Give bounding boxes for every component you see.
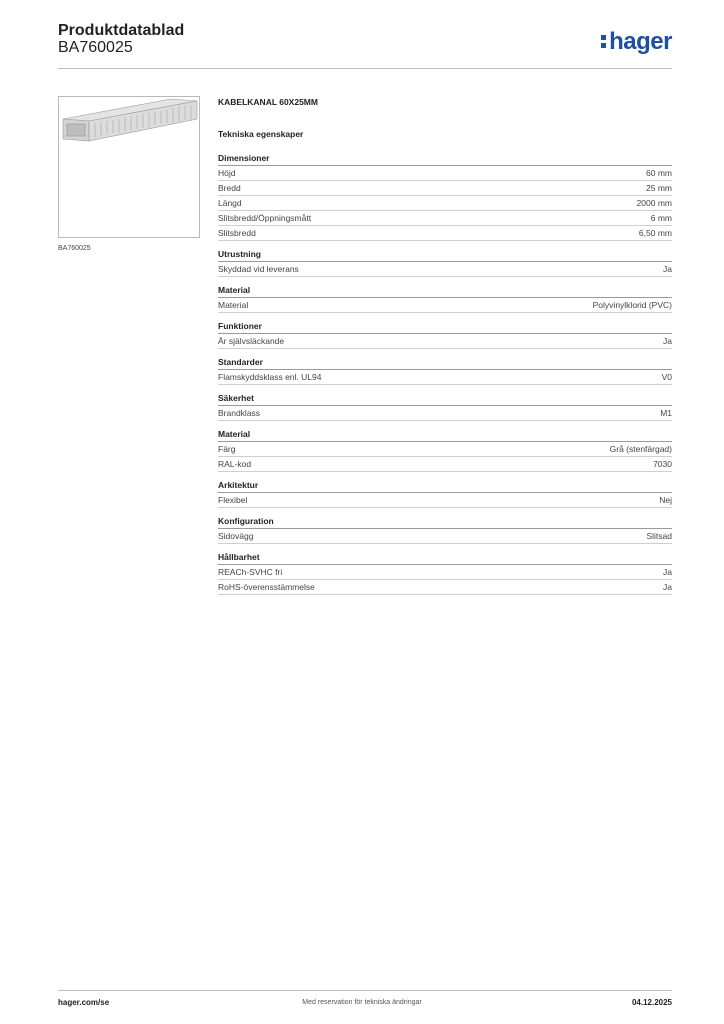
cable-duct-illustration <box>59 97 199 237</box>
spec-label: Flexibel <box>218 495 248 505</box>
spec-value: 60 mm <box>646 168 672 178</box>
product-name: KABELKANAL 60X25MM <box>218 97 318 107</box>
spec-label: Skyddad vid leverans <box>218 264 299 274</box>
spec-row <box>218 493 672 508</box>
footer-divider <box>58 990 672 991</box>
spec-label: Material <box>218 300 249 310</box>
spec-group-title: Konfiguration <box>218 515 672 529</box>
spec-row <box>218 406 672 421</box>
spec-value: V0 <box>661 372 672 382</box>
spec-section <box>218 96 672 602</box>
spec-row <box>218 442 672 457</box>
spec-label: Färg <box>218 444 236 454</box>
spec-group-title: Dimensioner <box>218 152 672 166</box>
spec-value: Ja <box>663 264 672 274</box>
header-divider <box>58 68 672 69</box>
spec-value: Grå (stenfärgad) <box>609 444 672 454</box>
spec-group-title: Material <box>218 428 672 442</box>
spec-row <box>218 565 672 580</box>
spec-label: Slitsbredd <box>218 228 256 238</box>
spec-row <box>218 370 672 385</box>
spec-value: Ja <box>663 567 672 577</box>
logo-text: hager <box>609 28 672 55</box>
spec-value: 2000 mm <box>636 198 672 208</box>
spec-label: Höjd <box>218 168 236 178</box>
spec-group-title: Standarder <box>218 356 672 370</box>
spec-value: 6,50 mm <box>638 228 672 238</box>
spec-value: Nej <box>659 495 672 505</box>
spec-label: Längd <box>218 198 242 208</box>
spec-row <box>218 580 672 595</box>
spec-row <box>218 529 672 544</box>
spec-group-title: Hållbarhet <box>218 551 672 565</box>
spec-value: Slitsad <box>646 531 672 541</box>
spec-group <box>218 551 672 595</box>
spec-groups <box>218 152 672 595</box>
spec-row <box>218 298 672 313</box>
spec-heading: Tekniska egenskaper <box>218 129 304 139</box>
spec-value: Ja <box>663 582 672 592</box>
spec-label: Slitsbredd/Öppningsmått <box>218 213 312 223</box>
spec-group-title: Material <box>218 284 672 298</box>
document-title: Produktdatablad <box>58 22 185 39</box>
spec-group <box>218 356 672 385</box>
spec-group-title: Utrustning <box>218 248 672 262</box>
spec-value: M1 <box>660 408 672 418</box>
spec-label: Flamskyddsklass enl. UL94 <box>218 372 322 382</box>
footer-notice: Med reservation för tekniska ändringar <box>302 999 422 1006</box>
spec-label: Är självsläckande <box>218 336 285 346</box>
logo-dots-icon <box>601 29 607 49</box>
spec-value: 6 mm <box>650 213 672 223</box>
spec-label: RAL-kod <box>218 459 252 469</box>
spec-group-title: Arkitektur <box>218 479 672 493</box>
spec-group <box>218 248 672 277</box>
spec-label: RoHS-överensstämmelse <box>218 582 315 592</box>
page-header <box>58 20 672 68</box>
spec-group-title: Säkerhet <box>218 392 672 406</box>
product-image <box>58 96 200 238</box>
spec-group <box>218 284 672 313</box>
spec-group <box>218 152 672 241</box>
spec-value: 7030 <box>653 459 672 469</box>
image-caption: BA760025 <box>58 245 91 252</box>
spec-label: Brandklass <box>218 408 261 418</box>
spec-row <box>218 196 672 211</box>
spec-row <box>218 211 672 226</box>
spec-value: Ja <box>663 336 672 346</box>
spec-group <box>218 428 672 472</box>
spec-row <box>218 262 672 277</box>
spec-group <box>218 515 672 544</box>
spec-label: Bredd <box>218 183 241 193</box>
spec-group-title: Funktioner <box>218 320 672 334</box>
spec-value: 25 mm <box>646 183 672 193</box>
product-id: BA760025 <box>58 39 133 56</box>
spec-row <box>218 457 672 472</box>
spec-row <box>218 166 672 181</box>
spec-row <box>218 181 672 196</box>
spec-value: Polyvinylklorid (PVC) <box>592 300 672 310</box>
hager-logo <box>601 28 672 56</box>
spec-group <box>218 392 672 421</box>
spec-label: REACh-SVHC fri <box>218 567 283 577</box>
footer-date: 04.12.2025 <box>631 998 672 1007</box>
spec-label: Sidovägg <box>218 531 254 541</box>
spec-row <box>218 226 672 241</box>
spec-group <box>218 479 672 508</box>
spec-group <box>218 320 672 349</box>
footer-website[interactable]: hager.com/se <box>58 998 110 1007</box>
spec-row <box>218 334 672 349</box>
